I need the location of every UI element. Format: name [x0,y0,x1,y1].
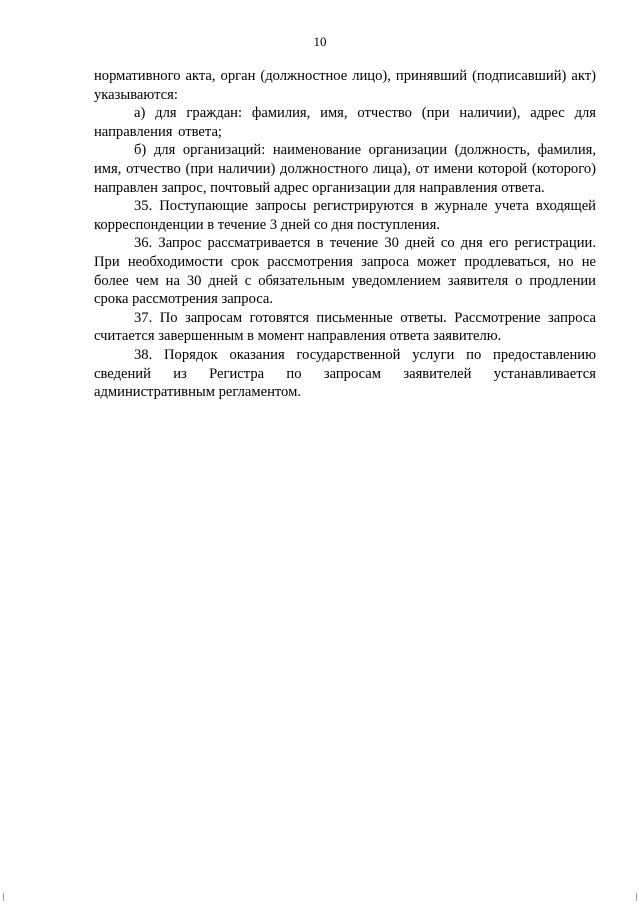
scan-edge-mark-left [3,893,4,901]
paragraph-35: 35. Поступающие запросы регистрируются в журнале учета входящей корреспонденции в течение 3 дней со дня поступления. [94,198,596,233]
paragraph-36: 36. Запрос рассматривается в течение 30 дней со дня его регистрации. При необходимости срок рассмотрения запроса может продлеваться, но не более чем на 30 дней с обязательным уведомлением заявителя о продлении срока рассмотрения запроса. [94,235,596,308]
scan-edge-mark-right [636,893,637,901]
document-body [94,67,596,402]
paragraph-item-a: а) для граждан: фамилия, имя, отчество (при наличии), адрес для направления ответа; [94,105,596,140]
paragraph-37: 37. По запросам готовятся письменные ответы. Рассмотрение запроса считается завершенным в момент направления ответа заявителю. [94,309,596,345]
paragraph-item-b: б) для организаций: наименование организации (должность, фамилия, имя, отчество (при наличии) должностного лица), от имени которой (которого) направлен запрос, почтовый адрес организации для направления ответа. [94,142,596,196]
paragraph-38: 38. Порядок оказания государственной услуги по предоставлению сведений из Регистра по запросам заявителей устанавливается административным регламентом. [94,346,596,401]
paragraph-continuation: нормативного акта, орган (должностное лицо), принявший (подписавший) акт) указываются: [94,68,596,103]
page-number: 10 [313,34,327,49]
